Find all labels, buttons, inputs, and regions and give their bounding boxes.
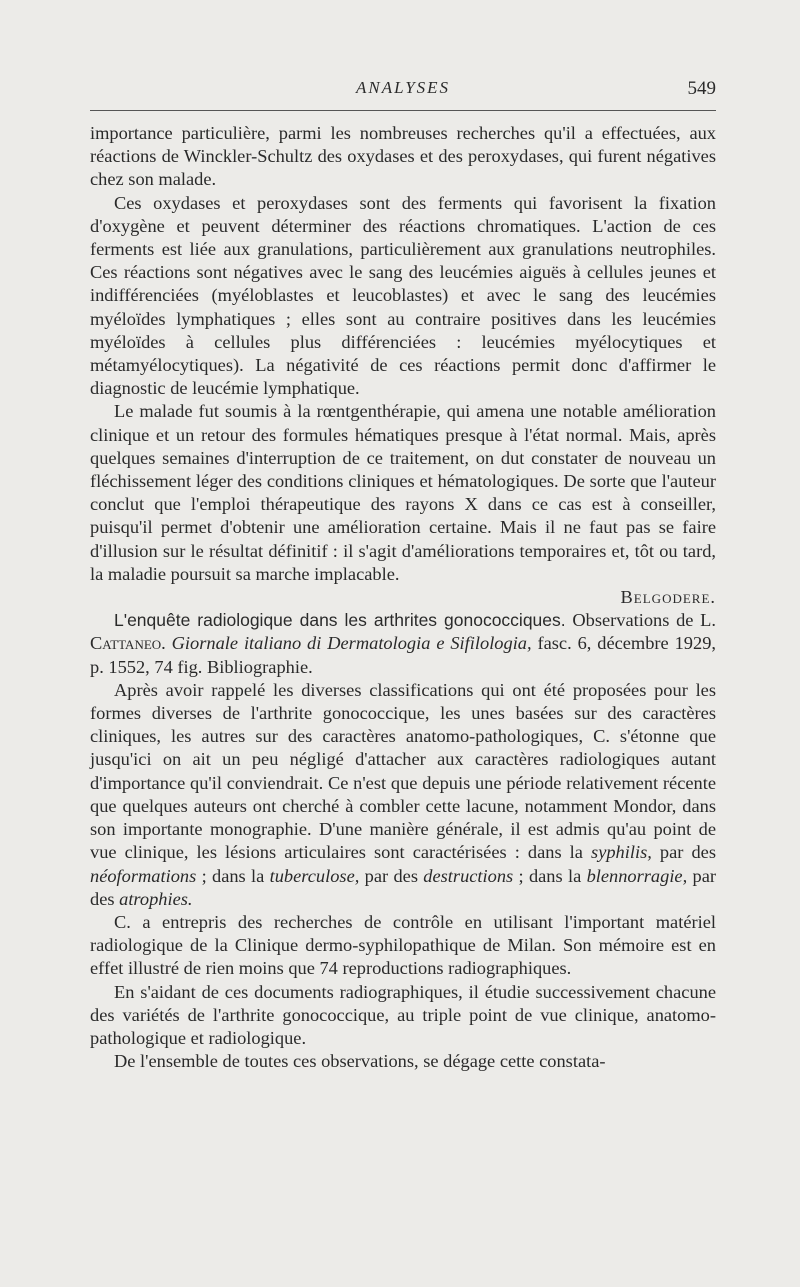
running-title: ANALYSES bbox=[355, 78, 451, 97]
review-journal: Giornale italiano di Dermatologia e Sifilologia, bbox=[171, 633, 532, 654]
text-run: par des bbox=[651, 842, 716, 863]
review-observations: Observations de bbox=[572, 610, 694, 631]
paragraph: importance particulière, parmi les nombreuses recherches qu'il a effectuées, aux réactions de Winckler-Schultz des oxydases et des peroxydases, qui furent négatives chez son malade. bbox=[90, 123, 716, 190]
running-head bbox=[90, 78, 716, 104]
header-rule bbox=[90, 110, 716, 111]
term-neoformations: néoformations bbox=[90, 865, 197, 886]
text-run: ; dans la bbox=[196, 865, 270, 886]
body-text bbox=[90, 122, 716, 1073]
term-atrophies: atrophies. bbox=[119, 888, 193, 909]
paragraph: De l'ensemble de toutes ces observations, se dégage cette constata- bbox=[114, 1051, 606, 1072]
review-author: L. Cattaneo. bbox=[90, 610, 716, 654]
text-run: par des bbox=[359, 865, 424, 886]
term-tuberculose: tuberculose, bbox=[269, 865, 360, 886]
paragraph: C. a entrepris des recherches de contrôle en utilisant l'important matériel radiologique de la Clinique dermo-syphilopathique de Milan. Son mémoire est en effet illustré de rien moins que 74 reproductions radiographiques. bbox=[90, 911, 716, 979]
paragraph: Le malade fut soumis à la rœntgenthérapie, qui amena une notable amélioration clinique et un retour des formules hématiques presque à l'état normal. Mais, après quelques semaines d'interruption de ce traitement, on dut constater de nouveau un fléchissement léger des conditions cliniques et hématologiques. De sorte que l'auteur conclut que l'emploi thérapeutique des rayons X dans ce cas est à conseiller, puisqu'il permet d'obtenir une amélioration certaine. Mais il ne faut pas se faire d'illusion sur le résultat définitif : il s'agit d'améliorations temporaires et, tôt ou tard, la maladie poursuit sa marche implacable. bbox=[90, 401, 716, 584]
review-header bbox=[90, 609, 716, 679]
paragraph bbox=[90, 679, 716, 911]
text-run: par des bbox=[90, 865, 717, 909]
text-run: ; dans la bbox=[513, 865, 587, 886]
review-details: fasc. 6, décembre 1929, p. 1552, 74 fig. Bibliographie. bbox=[90, 633, 716, 677]
term-blennorragie: blennorragie, bbox=[586, 865, 688, 886]
term-destructions: destructions bbox=[423, 865, 514, 886]
text-run: Après avoir rappelé les diverses classifications qui ont été proposées pour les formes diverses de l'arthrite gonococcique, les unes basées sur des caractères cliniques, les autres sur des caractères anatomo-pathologiques, C. s'étonne que jusqu'ici on ait un peu négligé d'attacher aux caractères radiologiques autant d'importance qu'il conviendrait. Ce n'est que depuis une période relativement récente que quelques auteurs ont cherché à combler cette lacune, notamment Mondor, dans son importante monographie. D'une manière générale, il est admis qu'au point de vue clinique, les lésions articulaires sont caractérisées : dans la bbox=[90, 679, 716, 863]
page-number: 549 bbox=[687, 78, 716, 99]
paragraph: En s'aidant de ces documents radiographiques, il étudie successivement chacune des variétés de l'arthrite gonococcique, au triple point de vue clinique, anatomo-pathologique et radiologique. bbox=[90, 981, 716, 1048]
review-title: L'enquête radiologique dans les arthrites gonococciques. bbox=[114, 610, 566, 631]
paragraph: Ces oxydases et peroxydases sont des ferments qui favorisent la fixation d'oxygène et peuvent déterminer des réactions chromatiques. L'action de ces ferments est liée aux granulations, particulièrement aux granulations neutrophiles. Ces réactions sont négatives avec le sang des leucémies aiguës à cellules jeunes et indifférenciées (myéloblastes et leucoblastes) et avec le sang des leucémies myéloïdes lymphatiques ; elles sont au contraire positives dans les leucémies myéloïdes à cellules plus différenciées : leucémies myélocytiques et métamyélocytiques). La négativité de ces réactions permit donc d'affirmer le diagnostic de leucémie lymphatique. bbox=[90, 192, 716, 399]
term-syphilis: syphilis, bbox=[591, 842, 652, 863]
signature: Belgodere. bbox=[620, 587, 716, 608]
